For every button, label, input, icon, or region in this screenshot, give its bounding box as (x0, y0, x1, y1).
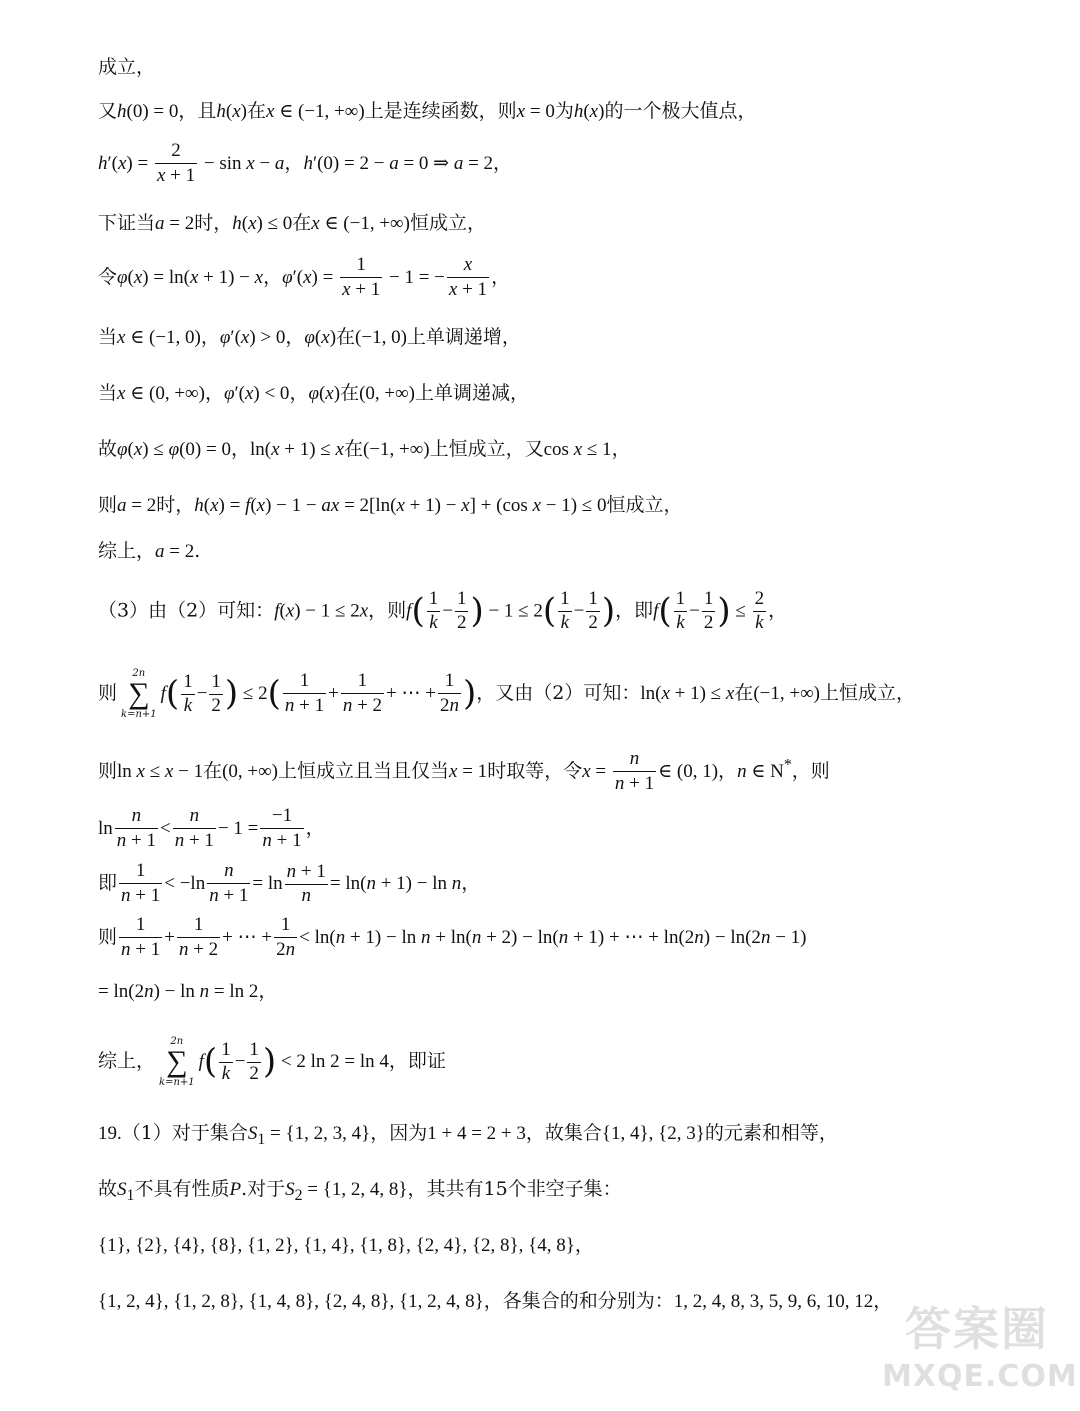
solution-line: 令φ(x) = ln(x + 1) − x，φ′(x) = $\frac{1}{x + 1}$ − 1 = − $\frac{x}{x + 1}$ ， (98, 254, 511, 300)
watermark-url: MXQE.COM (882, 1359, 1078, 1394)
solution-line: 则ln x ≤ x − 1在(0, +∞)上恒成立且当且仅当x = 1时取等，令x = $\frac{n}{n + 1}$ ∈ (0, 1)，n ∈ N*，则 (98, 748, 830, 794)
solution-line: 综上， 2n ∑ k=n+1 f( $\frac{1}{k}$ − $\frac{1}{2}$ ) < 2 ln 2 = ln 4，即证 (98, 1036, 446, 1088)
solution-line: 下证当a = 2时，h(x) ≤ 0在x ∈ (−1, +∞)恒成立， (98, 212, 486, 234)
solution-line: {1, 2, 4}, {1, 2, 8}, {1, 4, 8}, {2, 4, 8}, {1, 2, 4, 8}，各集合的和分别为：1, 2, 4, 8, 3, 5, 9, 6, 10, 12， (98, 1290, 893, 1312)
solution-line: 即 $\frac{1}{n + 1}$ < −ln $\frac{n}{n + 1}$ = ln $\frac{n + 1}{n}$ = ln(n + 1) − ln n， (98, 860, 481, 906)
solution-line: 则a = 2时，h(x) = f(x) − 1 − ax = 2[ln(x + 1) − x] + (cos x − 1) ≤ 0恒成立， (98, 494, 683, 516)
watermark-text: 答案圈 (905, 1302, 1049, 1356)
solution-line: 综上，a = 2. (98, 540, 201, 562)
solution-line: {1}, {2}, {4}, {8}, {1, 2}, {1, 4}, {1, 8}, {2, 4}, {2, 8}, {4, 8}， (98, 1234, 594, 1256)
solution-line: 当x ∈ (0, +∞)，φ′(x) < 0，φ(x)在(0, +∞)上单调递减， (98, 382, 530, 404)
solution-line: ln $\frac{n}{n + 1}$ < $\frac{n}{n + 1}$ − 1 = $\frac{-1}{n + 1}$ ， (98, 805, 325, 851)
solution-line: 故φ(x) ≤ φ(0) = 0，ln(x + 1) ≤ x在(−1, +∞)上恒成立，又cos x ≤ 1， (98, 438, 631, 460)
solution-line: 则 $\frac{1}{n + 1}$ + $\frac{1}{n + 2}$ + ⋯ + $\frac{1}{2n}$ < ln(n + 1) − ln n + ln(n + 2) − ln(n + 1) + ⋯ + ln(2n) − ln(2n − 1) (98, 914, 807, 960)
solution-line: 19.（1）对于集合$S_1 = \{1$, 2, 3, 4}，因为1 + 4 = 2 + 3，故集合{1, 4}, {2, 3}的元素和相等， (98, 1122, 838, 1148)
solution-line: 当x ∈ (−1, 0)，φ′(x) > 0，φ(x)在(−1, 0)上单调递增， (98, 326, 521, 348)
solution-line: 则 2n ∑ k=n+1 f( $\frac{1}{k}$ − $\frac{1}{2}$ ) ≤ 2( $\frac{1}{n + 1}$ + $\frac{1}{n + 2}$ + ⋯ + $\frac{1}{2n}$ )，又由（2）可知：ln(x + 1) ≤ x在(−1, +∞)上恒成立， (98, 668, 915, 720)
solution-line: 故$S_1$不具有性质P.对于$S_2 = \{1$, 2, 4, 8}，其共有15个非空子集： (98, 1178, 622, 1204)
solution-line: 又h(0) = 0，且h(x)在x ∈ (−1, +∞)上是连续函数，则x = 0为h(x)的一个极大值点， (98, 100, 757, 122)
solution-line: （3）由（2）可知：f(x) − 1 ≤ 2x，则f( $\frac{1}{k}$ − $\frac{1}{2}$ ) − 1 ≤ 2( $\frac{1}{k}$ − $\frac{1}{2}$ )，即f( $\frac{1}{k}$ − $\frac{1}{2}$ ) ≤ $\frac{2}{k}$ ， (98, 588, 788, 633)
solution-line: 成立， (98, 56, 156, 78)
solution-line: h′(x) = $\frac{2}{x + 1}$ − sin x − a，h′(0) = 2 − a = 0 ⇒ a = 2， (98, 140, 513, 186)
watermark-logo (882, 1293, 1078, 1403)
solution-line: = ln(2n) − ln n = ln 2， (98, 980, 278, 1002)
